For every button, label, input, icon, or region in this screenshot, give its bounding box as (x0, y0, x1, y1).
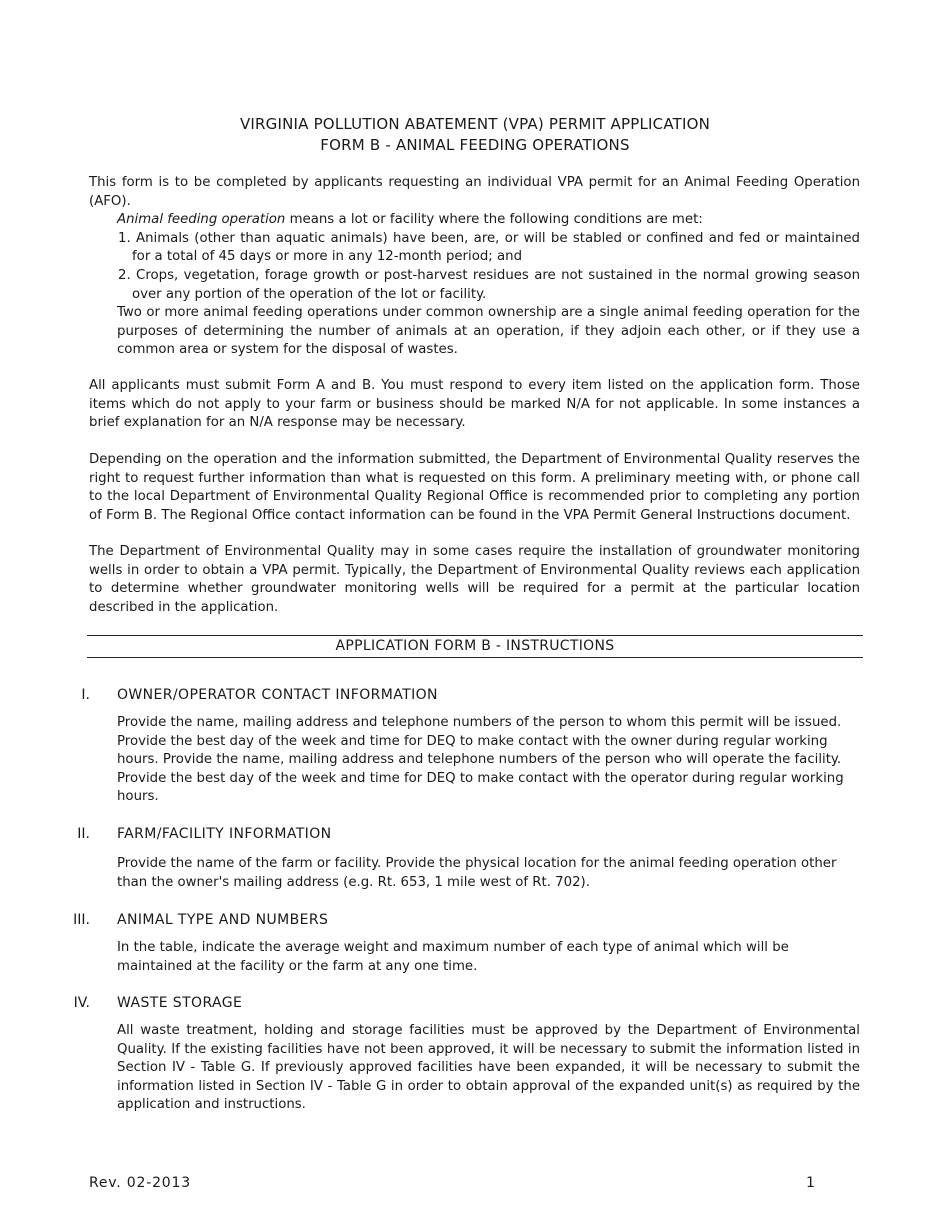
common-ownership-paragraph: Two or more animal feeding operations under common ownership are a single animal feeding operation for the purposes of determining the number of animals at an operation, if they adjoin each other, or if they use a common area or system for the disposal of wastes. (117, 305, 860, 358)
section-number: I. (81, 687, 90, 703)
definition-term: Animal feeding operation (117, 212, 286, 228)
additional-info-paragraph: Depending on the operation and the information submitted, the Department of Environmental Quality reserves the right to request further information than what is requested on this form. A preliminary meeting with, or phone call to the local Department of Environmental Quality Regional Office is recommended prior to completing any portion of Form B. The Regional Office contact information can be found in the VPA Permit General Instructions document. (89, 452, 860, 523)
intro-block (89, 174, 860, 360)
section-heading: ANIMAL TYPE AND NUMBERS (117, 912, 329, 928)
definition-text: means a lot or facility where the following conditions are met: (285, 212, 703, 228)
section-text: In the table, indicate the average weight and maximum number of each type of animal which will be maintained at the facility or the farm at any one time. (117, 940, 789, 974)
submission-paragraph: All applicants must submit Form A and B. You must respond to every item listed on the application form. Those items which do not apply to your farm or business should be marked N/A for not applicable. In some instances a brief explanation for an N/A response may be necessary. (89, 378, 860, 431)
condition-item-2: 2. Crops, vegetation, forage growth or post-harvest residues are not sustained in the normal growing season over any portion of the operation of the lot or facility. (118, 267, 860, 302)
intro-paragraph: This form is to be completed by applicants requesting an individual VPA permit for an Animal Feeding Operation (AFO). (89, 175, 860, 209)
form-title-line1: VIRGINIA POLLUTION ABATEMENT (VPA) PERMIT APPLICATION (239, 115, 711, 133)
condition-item-1: 1. Animals (other than aquatic animals) have been, are, or will be stabled or confined and fed or maintained for a total of 45 days or more in any 12-month period; and (118, 230, 860, 265)
definition-paragraph (117, 211, 860, 230)
section-number: IV. (73, 995, 90, 1011)
section-text: Provide the name, mailing address and telephone numbers of the person to whom this permit will be issued. Provide the best day of the week and time for DEQ to make contact with the owner during regular working hours. Provide the name, mailing address and telephone numbers of the person who will operate the facility. Provide the best day of the week and time for DEQ to make contact with the operator during regular working hours. (117, 715, 844, 805)
groundwater-paragraph: The Department of Environmental Quality may in some cases require the installation of groundwater monitoring wells in order to obtain a VPA permit. Typically, the Department of Environmental Quality reviews each application to determine whether groundwater monitoring wells will be required for a permit at the particular location described in the application. (89, 544, 860, 615)
page-number: 1 (806, 1175, 815, 1191)
form-title-line2: FORM B - ANIMAL FEEDING OPERATIONS (320, 136, 630, 154)
section-heading: FARM/FACILITY INFORMATION (117, 826, 332, 842)
section-heading: OWNER/OPERATOR CONTACT INFORMATION (117, 687, 438, 703)
section-heading: WASTE STORAGE (117, 995, 243, 1011)
instructions-heading: APPLICATION FORM B - INSTRUCTIONS (87, 635, 863, 658)
section-text: Provide the name of the farm or facility. Provide the physical location for the animal feeding operation other than the owner's mailing address (e.g. Rt. 653, 1 mile west of Rt. 702). (117, 856, 837, 890)
section-number: III. (73, 912, 90, 928)
section-number: II. (77, 826, 90, 842)
revision-label: Rev. 02-2013 (89, 1175, 191, 1191)
section-text: All waste treatment, holding and storage facilities must be approved by the Department of Environmental Quality. If the existing facilities have not been approved, it will be necessary to submit the information listed in Section IV - Table G. If previously approved facilities have been expanded, it will be necessary to submit the information listed in Section IV - Table G in order to obtain approval of the expanded unit(s) as required by the application and instructions. (117, 1023, 860, 1113)
